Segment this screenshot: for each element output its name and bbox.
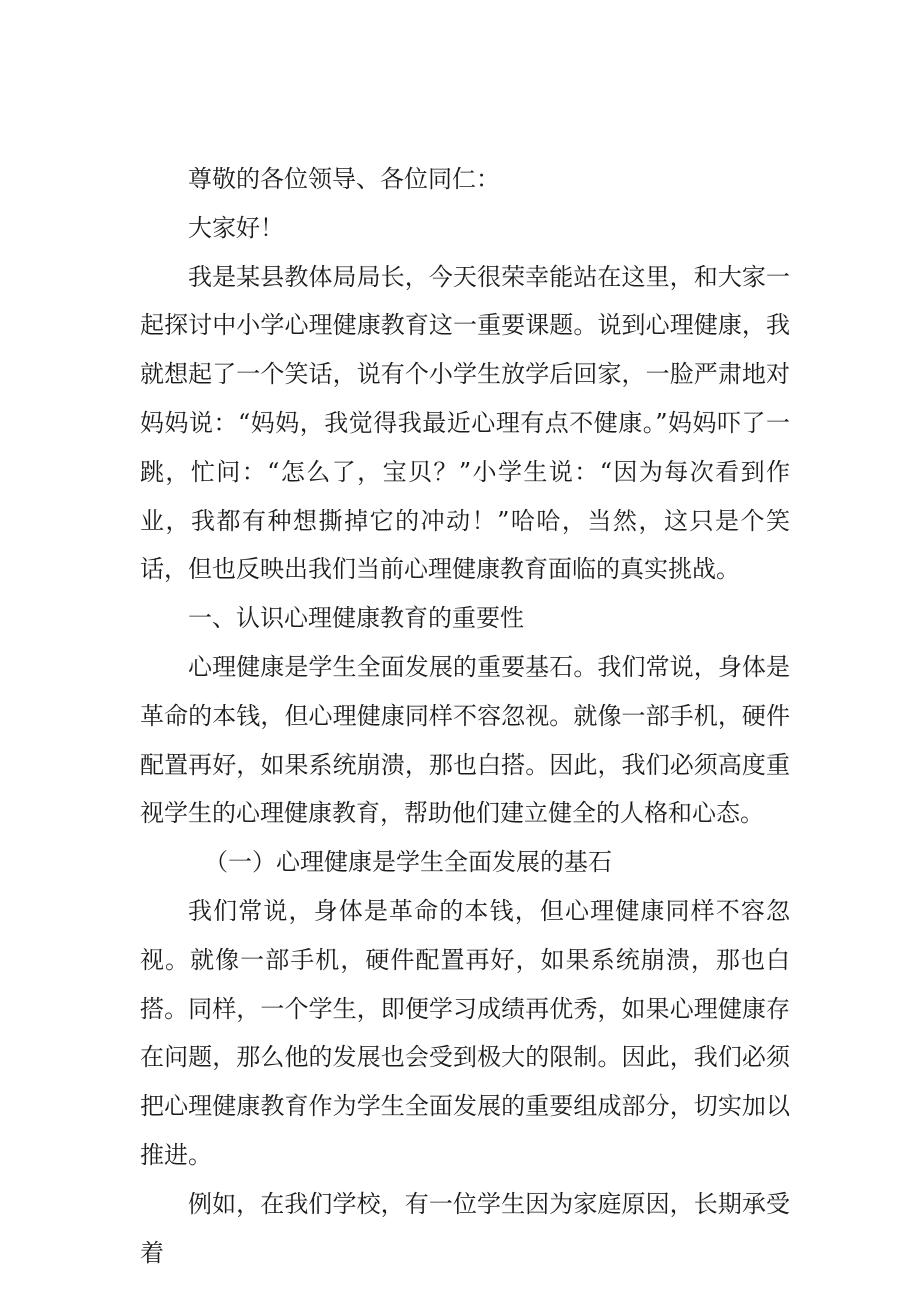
- section-paragraph: 心理健康是学生全面发展的重要基石。我们常说，身体是革命的本钱，但心理健康同样不容忽视。就像一部手机，硬件配置再好，如果系统崩溃，那也白搭。因此，我们必须高度重视学生的心理健康教育，帮助他们建立健全的人格和心态。: [140, 652, 790, 828]
- document-body: [140, 155, 790, 1277]
- greeting: 大家好！: [188, 213, 284, 242]
- subsection-heading: （一）心理健康是学生全面发展的基石: [204, 848, 612, 877]
- intro-paragraph: 我是某县教体局局长，今天很荣幸能站在这里，和大家一起探讨中小学心理健康教育这一重要课题。说到心理健康，我就想起了一个笑话，说有个小学生放学后回家，一脸严肃地对妈妈说：“妈妈，我觉得我最近心理有点不健康。”妈妈吓了一跳，忙问：“怎么了，宝贝？”小学生说：“因为每次看到作业，我都有种想撕掉它的冲动！”哈哈，当然，这只是个笑话，但也反映出我们当前心理健康教育面临的真实挑战。: [140, 262, 790, 584]
- example-paragraph: 例如，在我们学校，有一位学生因为家庭原因，长期承受着: [140, 1189, 790, 1267]
- salutation: 尊敬的各位领导、各位同仁：: [188, 165, 500, 193]
- subsection-paragraph: 我们常说，身体是革命的本钱，但心理健康同样不容忽视。就像一部手机，硬件配置再好，如果系统崩溃，那也白搭。同样，一个学生，即便学习成绩再优秀，如果心理健康存在问题，那么他的发展也会受到极大的限制。因此，我们必须把心理健康教育作为学生全面发展的重要组成部分，切实加以推进。: [140, 896, 790, 1169]
- section-heading: 一、认识心理健康教育的重要性: [188, 604, 524, 633]
